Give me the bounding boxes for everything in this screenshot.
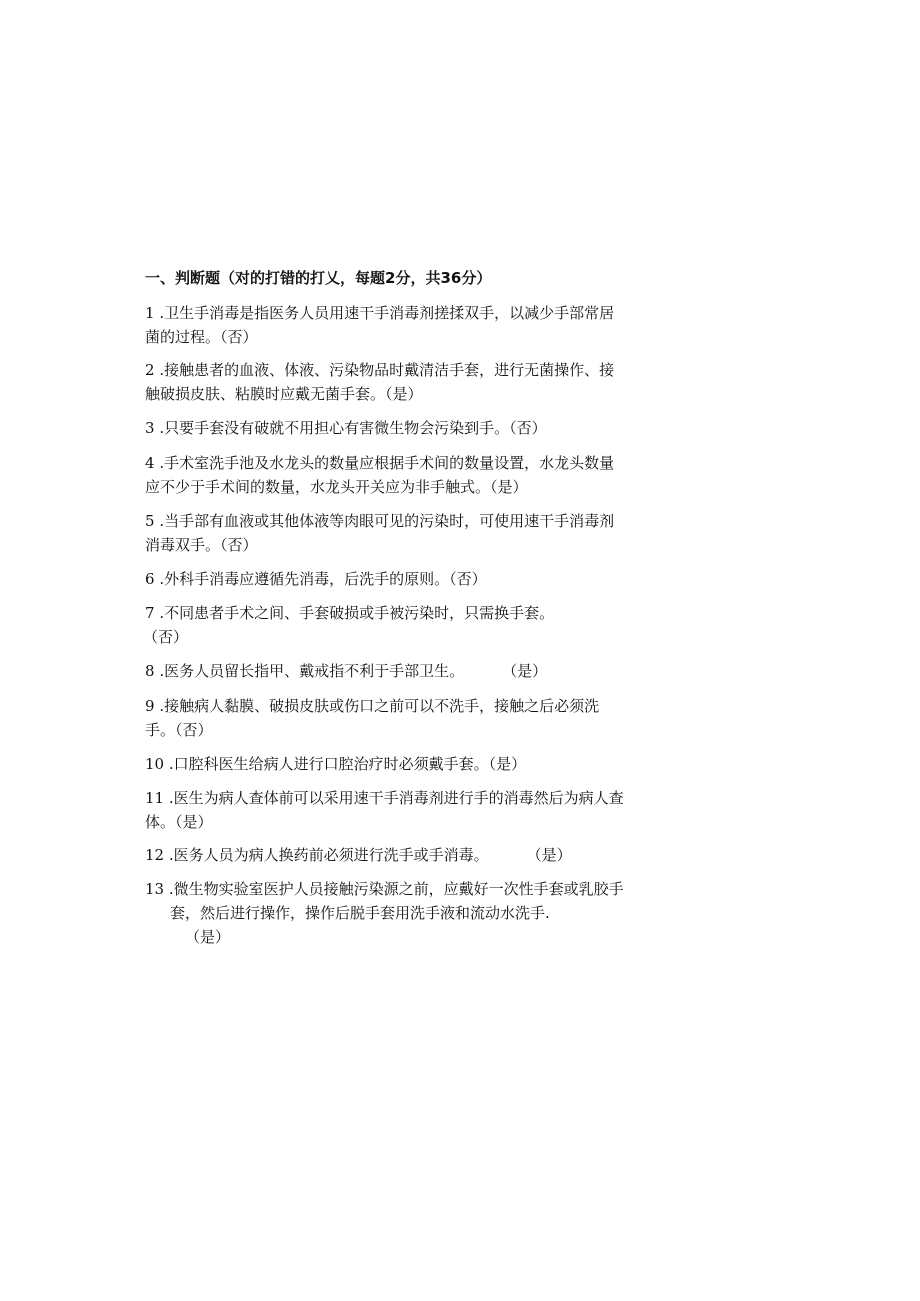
question-6 [145, 567, 705, 591]
question-line [145, 877, 705, 901]
question-5 [145, 509, 705, 557]
question-text: 体。（是） [145, 813, 213, 831]
question-text: .医务人员留长指甲、戴戒指不利于手部卫生。 [159, 662, 465, 680]
question-line [145, 786, 705, 810]
question-9 [145, 694, 705, 742]
question-text: 套，然后进行操作，操作后脱手套用洗手液和流动水洗手. [170, 904, 550, 922]
question-13 [145, 877, 705, 949]
question-line [145, 601, 705, 625]
question-number: 13 [145, 880, 165, 898]
question-text: 手。（否） [145, 721, 213, 739]
question-text: .医生为病人查体前可以采用速干手消毒剂进行手的消毒然后为病人查 [168, 789, 624, 807]
question-1 [145, 301, 705, 349]
question-3 [145, 416, 705, 440]
question-number: 4 [145, 454, 155, 472]
question-line [145, 843, 705, 867]
question-text: .外科手消毒应遵循先消毒，后洗手的原则。（否） [159, 570, 487, 588]
question-text: .接触患者的血液、体液、污染物品时戴清洁手套，进行无菌操作、接 [159, 361, 615, 379]
question-answer: （是） [502, 662, 548, 680]
question-line [145, 659, 705, 683]
question-8 [145, 659, 705, 683]
question-4 [145, 451, 705, 499]
question-text: 消毒双手。（否） [145, 536, 258, 554]
question-number: 8 [145, 662, 155, 680]
question-number: 1 [145, 304, 155, 322]
question-answer: （是） [526, 846, 572, 864]
question-text: .当手部有血液或其他体液等肉眼可见的污染时，可使用速干手消毒剂 [159, 512, 615, 530]
question-number: 5 [145, 512, 155, 530]
question-number: 11 [145, 789, 165, 807]
question-11 [145, 786, 705, 834]
question-text: .手术室洗手池及水龙头的数量应根据手术间的数量设置，水龙头数量 [159, 454, 615, 472]
question-line [145, 301, 705, 325]
question-2 [145, 358, 705, 406]
question-10 [145, 752, 705, 776]
question-number: 12 [145, 846, 165, 864]
section-title: 一、判断题（对的打错的打乂，每题2分，共36分） [145, 269, 492, 287]
question-line [145, 509, 705, 533]
question-text: .只要手套没有破就不用担心有害微生物会污染到手。（否） [159, 419, 547, 437]
question-number: 9 [145, 697, 155, 715]
question-line [145, 752, 705, 776]
question-text: .卫生手消毒是指医务人员用速干手消毒剂搓揉双手，以减少手部常居 [159, 304, 615, 322]
question-number: 10 [145, 755, 165, 773]
question-number: 6 [145, 570, 155, 588]
question-text: .微生物实验室医护人员接触污染源之前，应戴好一次性手套或乳胶手 [168, 880, 624, 898]
question-line [145, 694, 705, 718]
question-line [145, 416, 705, 440]
question-text: 菌的过程。（否） [145, 328, 258, 346]
question-text: 应不少于手术间的数量，水龙头开关应为非手触式。（是） [145, 478, 528, 496]
question-number: 2 [145, 361, 155, 379]
question-line [145, 567, 705, 591]
question-number: 3 [145, 419, 155, 437]
question-text: .不同患者手术之间、手套破损或手被污染时，只需换手套。 [159, 604, 555, 622]
question-number: 7 [145, 604, 155, 622]
question-text: （否） [143, 628, 189, 646]
question-line [145, 358, 705, 382]
question-text: .接触病人黏膜、破损皮肤或伤口之前可以不洗手，接触之后必须洗 [159, 697, 600, 715]
question-7 [145, 601, 705, 649]
question-answer: （是） [185, 928, 231, 946]
question-text: .医务人员为病人换药前必须进行洗手或手消毒。 [168, 846, 489, 864]
question-12 [145, 843, 705, 867]
question-text: .口腔科医生给病人进行口腔治疗时必须戴手套。（是） [168, 755, 527, 773]
question-text: 触破损皮肤、粘膜时应戴无菌手套。（是） [145, 385, 423, 403]
question-line [145, 451, 705, 475]
